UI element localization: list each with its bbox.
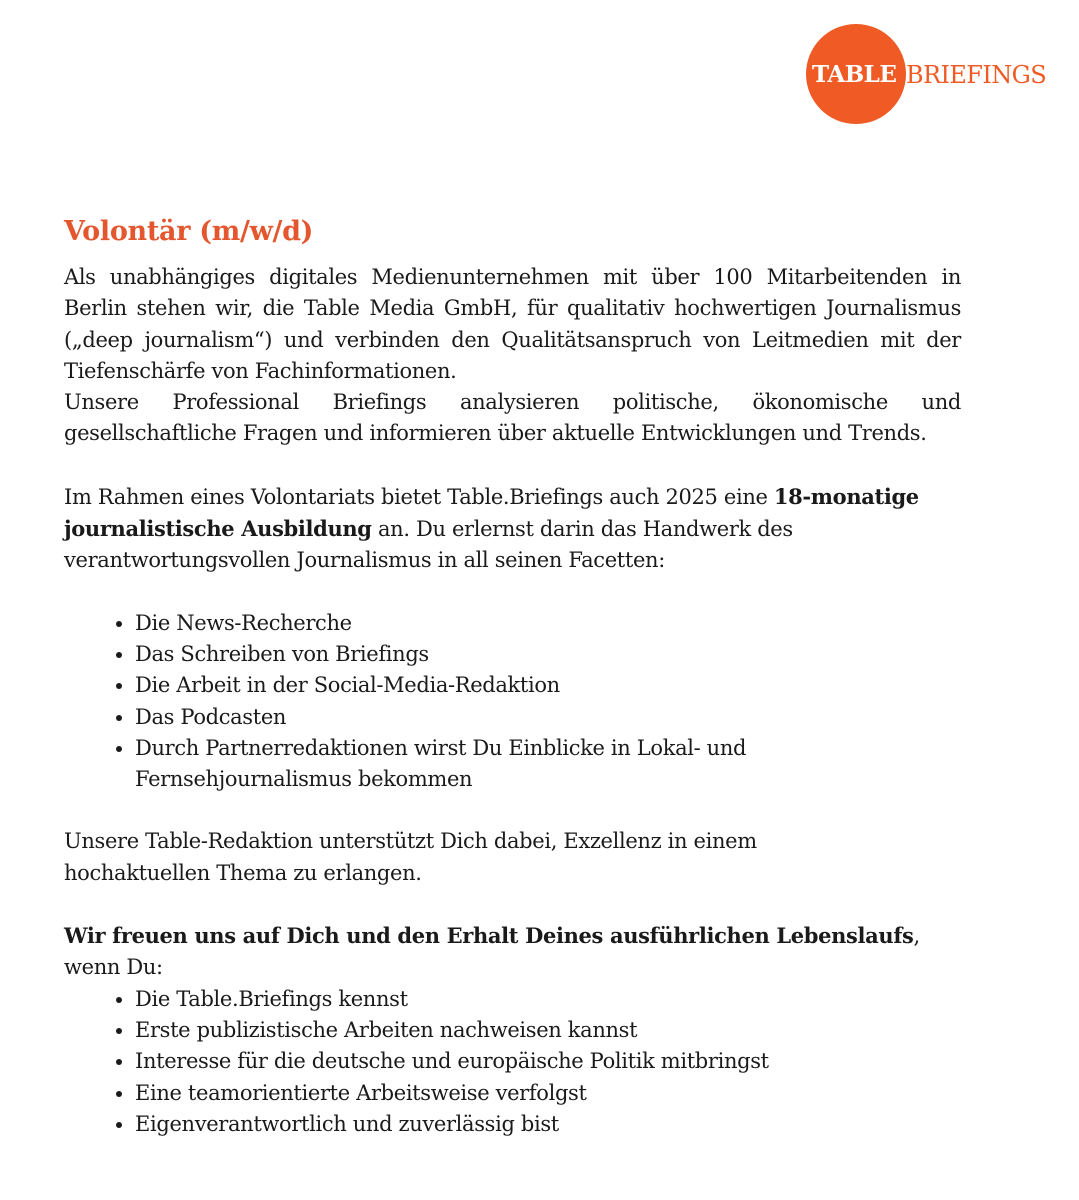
- list-item: • Das Podcasten: [135, 702, 815, 733]
- list-item: • Eigenverantwortlich und zuverlässig bist: [135, 1109, 961, 1140]
- list-item: • Die Arbeit in der Social-Media-Redaktion: [135, 670, 815, 701]
- page-title: Volontär (m/w/d): [64, 216, 314, 247]
- volontariat-text-after: an. Du erlernst darin das Handwerk des verantwortungsvollen Journalismus in all seinen Facetten:: [64, 517, 793, 573]
- facets-list: [64, 608, 815, 796]
- volontariat-paragraph: [64, 481, 939, 577]
- logo-table-text: TABLE: [812, 61, 897, 88]
- volontariat-text-bold: 18-monatige journalistische Ausbildung: [64, 483, 919, 542]
- application-paragraph: [64, 920, 961, 984]
- logo-briefings-text: BRIEFINGS: [906, 61, 1047, 89]
- volontariat-text-before: Im Rahmen eines Volontariats bietet Table.Briefings auch 2025 eine: [64, 484, 774, 509]
- application-text-bold: Wir freuen uns auf Dich und den Erhalt Deines ausführlichen Lebenslaufs: [64, 923, 914, 949]
- logo-circle: [806, 24, 906, 124]
- list-item: • Eine teamorientierte Arbeitsweise verfolgst: [135, 1078, 961, 1109]
- requirements-list: [64, 984, 961, 1140]
- list-item: • Erste publizistische Arbeiten nachweisen kannst: [135, 1015, 961, 1046]
- application-text-after: , wenn Du:: [64, 924, 920, 980]
- list-item: • Interesse für die deutsche und europäische Politik mitbringst: [135, 1046, 961, 1077]
- list-item: • Die Table.Briefings kennst: [135, 984, 961, 1015]
- list-item: • Durch Partnerredaktionen wirst Du Einblicke in Lokal- und Fernsehjournalismus bekommen: [135, 733, 815, 796]
- intro-paragraph-1: Als unabhängiges digitales Medienunternehmen mit über 100 Mitarbeitenden in Berlin stehen wir, die Table Media GmbH, für qualitativ hochwertigen Journalismus („deep journalism“) und verbinden den Qualitätsanspruch von Leitmedien mit der Tiefenschärfe von Fachinformationen.: [64, 265, 961, 383]
- support-paragraph: Unsere Table-Redaktion unterstützt Dich dabei, Exzellenz in einem hochaktuellen Thema zu erlangen.: [64, 829, 757, 885]
- list-item: • Das Schreiben von Briefings: [135, 639, 815, 670]
- list-item: • Die News-Recherche: [135, 608, 815, 639]
- table-briefings-logo: [806, 24, 1046, 124]
- job-posting: [64, 212, 961, 1140]
- intro-paragraph-2: Unsere Professional Briefings analysieren politische, ökonomische und gesellschaftliche Fragen und informieren über aktuelle Entwicklungen und Trends.: [64, 390, 961, 446]
